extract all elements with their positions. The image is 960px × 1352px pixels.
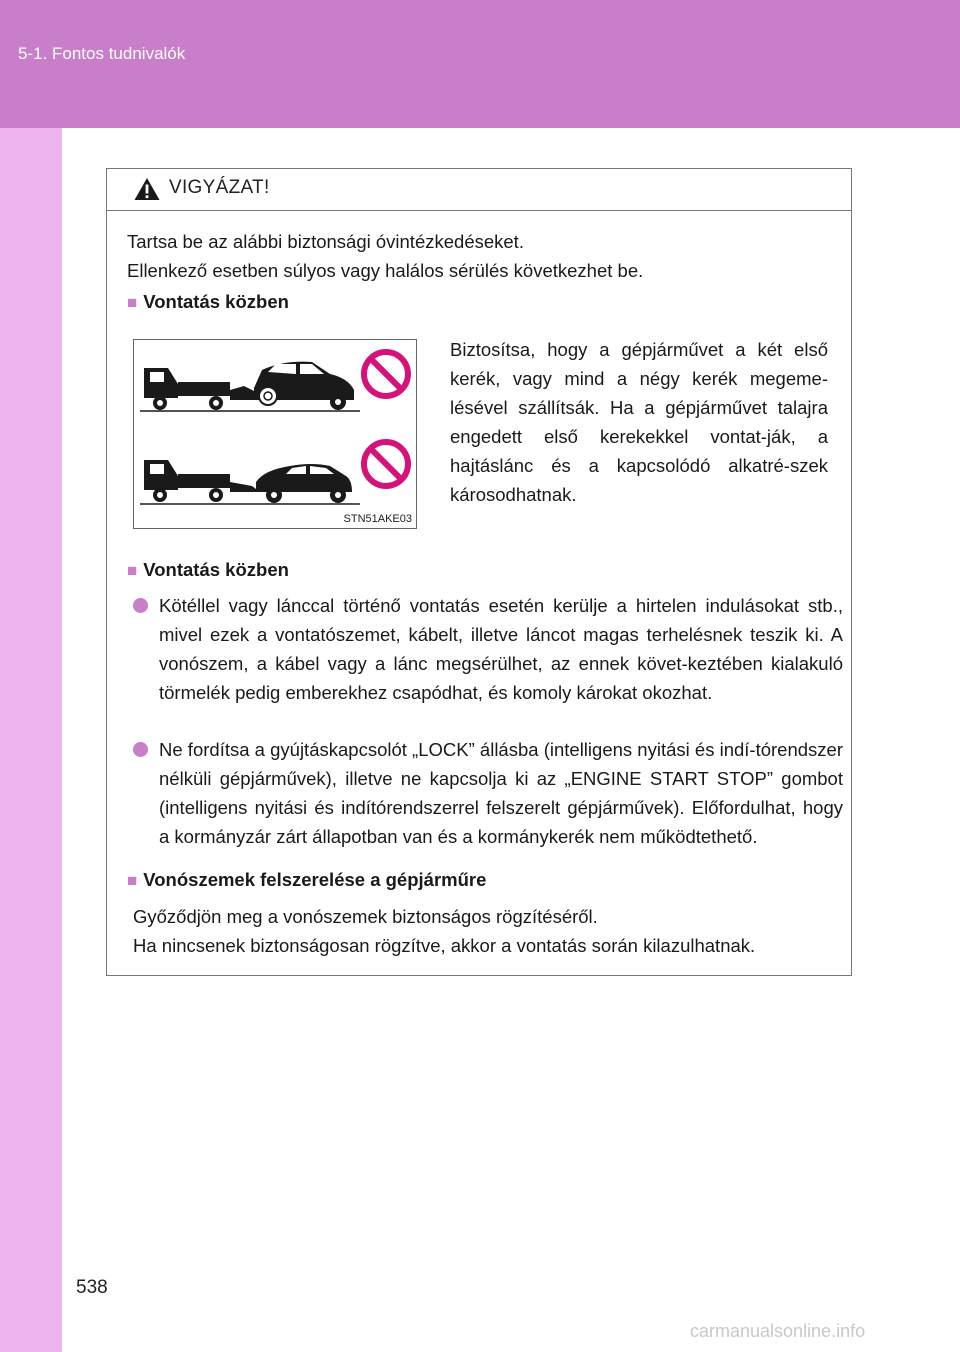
section-title-tow-eyelet (127, 868, 486, 893)
section-title-text: Vontatás közben (143, 559, 289, 580)
square-bullet-icon: ■ (127, 561, 138, 580)
intro-line-2: Ellenkező esetben súlyos vagy halálos sérülés következhet be. (127, 260, 644, 281)
list-item (133, 735, 843, 851)
section3-line-2: Ha nincsenek biztonságosan rögzítve, akkor a vontatás során kilazulhatnak. (133, 935, 756, 956)
tow-truck-drawing (134, 340, 416, 528)
watermark: carmanualsonline.info (690, 1321, 866, 1341)
caution-header (107, 169, 851, 211)
caution-title: VIGYÁZAT! (169, 177, 270, 198)
section-title-text: Vontatás közben (143, 291, 289, 312)
towing-illustration (133, 339, 417, 529)
round-bullet-icon (133, 742, 148, 757)
page-header (0, 0, 960, 128)
breadcrumb: 5-1. Fontos tudnivalók (18, 44, 186, 63)
round-bullet-icon (133, 598, 148, 613)
section1-text: Biztosítsa, hogy a gépjárművet a két első kerék, vagy mind a négy kerék megeme-lésével szállítsák. Ha a gépjárművet talajra engedett első kerekekkel vontat-ják, a hajtáslánc és a kapcsolódó alkatré-szek károsodhatnak. (450, 339, 828, 505)
section-title-towing-1 (127, 290, 289, 315)
square-bullet-icon: ■ (127, 293, 138, 312)
bullet-text: Ne fordítsa a gyújtáskapcsolót „LOCK” állásba (intelligens nyitási és indí-tórendszer nélküli gépjárművek), illetve ne kapcsolja ki az „ENGINE START STOP” gombot (intelligens nyitási és indítórendszerrel felszerelt gépjárművek). Előfordulhat, hogy a kormányzár zárt állapotban van és a kormánykerék nem működtethető. (159, 739, 843, 847)
section-title-text: Vonószemek felszerelése a gépjárműre (143, 869, 487, 890)
figure-code: STN51AKE03 (343, 513, 412, 525)
side-band (0, 128, 62, 1352)
bullet-text: Kötéllel vagy lánccal történő vontatás esetén kerülje a hirtelen indulásokat stb., mivel ezek a vontatószemet, kábelt, illetve láncot magas terhelésnek teszik ki. A vonószem, a kábel vagy a lánc megsérülhet, az ennek követ-keztében kialakuló törmelék pedig emberekhez csapódhat, és komoly károkat okozhat. (159, 595, 843, 703)
list-item (133, 591, 843, 707)
caution-box (106, 168, 852, 976)
section-title-towing-2 (127, 558, 289, 583)
warning-icon (133, 176, 161, 202)
square-bullet-icon: ■ (127, 871, 138, 890)
intro-line-1: Tartsa be az alábbi biztonsági óvintézkedéseket. (127, 231, 524, 252)
section3-line-1: Győződjön meg a vonószemek biztonságos rögzítéséről. (133, 906, 598, 927)
page-number: 538 (76, 1277, 108, 1298)
